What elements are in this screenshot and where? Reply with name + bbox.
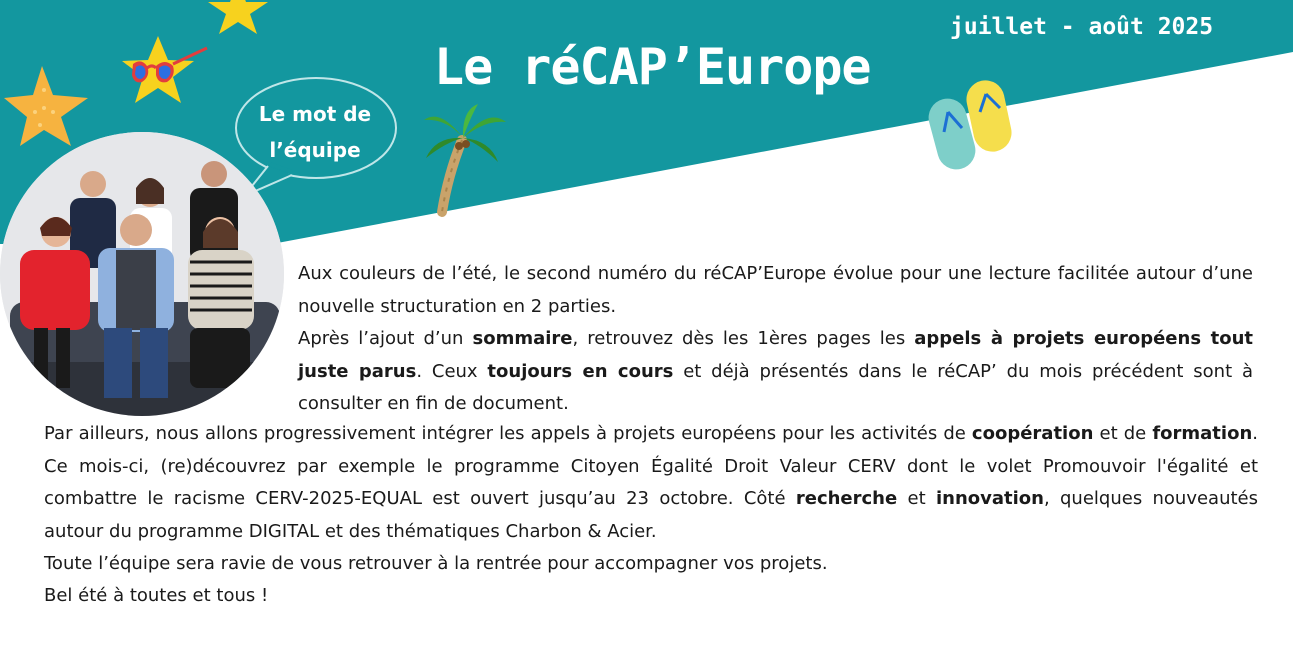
text-run: , quelques nouveautés autour du programme DIGITAL et des thématiques Charbon & Acier.: [44, 488, 1259, 542]
team-photo: [0, 132, 284, 416]
text-run: Après l’ajout d’un: [298, 328, 473, 349]
closing-line: Toute l’équipe sera ravie de vous retrouver à la rentrée pour accompagner vos projets.: [44, 553, 828, 574]
keyword-formation: formation: [1152, 423, 1253, 444]
text-run: et de: [1093, 423, 1153, 444]
text-run: Par ailleurs, nous allons progressivement intégrer les appels à projets européens pour les activités de: [44, 423, 972, 444]
issue-date: juillet - août 2025: [950, 14, 1214, 40]
keyword-innovation: innovation: [935, 488, 1044, 509]
newsletter-title: Le réCAP’Europe: [434, 38, 871, 96]
keyword-cooperation: coopération: [971, 423, 1094, 444]
text-run: . Ce mois-ci, (re)découvrez par exemple le programme Citoyen Égalité Droit Valeur CERV dont le volet Promouvoir l'égalité et combattre le racisme CERV-2025-EQUAL est ouvert jusqu’au 23 octobre. Côté: [44, 423, 1258, 509]
keyword-recherche: recherche: [795, 488, 898, 509]
keyword-ongoing: toujours en cours: [487, 360, 674, 382]
text-run: , retrouvez dès les 1ères pages les: [572, 328, 915, 349]
text-run: . Ceux: [416, 360, 488, 382]
farewell-line: Bel été à toutes et tous !: [44, 585, 269, 606]
intro-sentence: Aux couleurs de l’été, le second numéro du réCAP’Europe évolue pour une lecture facilitée autour d’une nouvelle structuration en 2 parties.: [298, 263, 1253, 317]
keyword-sommaire: sommaire: [472, 328, 573, 349]
bubble-line-1: Le mot de: [258, 102, 372, 126]
bubble-line-2: l’équipe: [269, 138, 361, 162]
intro-paragraph: [298, 258, 1253, 421]
details-paragraph: [44, 418, 1258, 548]
bubble-heading: [240, 96, 390, 168]
text-run: et: [897, 488, 936, 509]
keyword-new-calls: appels à projets européens tout juste parus: [298, 328, 1254, 382]
text-run: et déjà présentés dans le réCAP’ du mois précédent sont à consulter en fin de document.: [298, 360, 1253, 414]
